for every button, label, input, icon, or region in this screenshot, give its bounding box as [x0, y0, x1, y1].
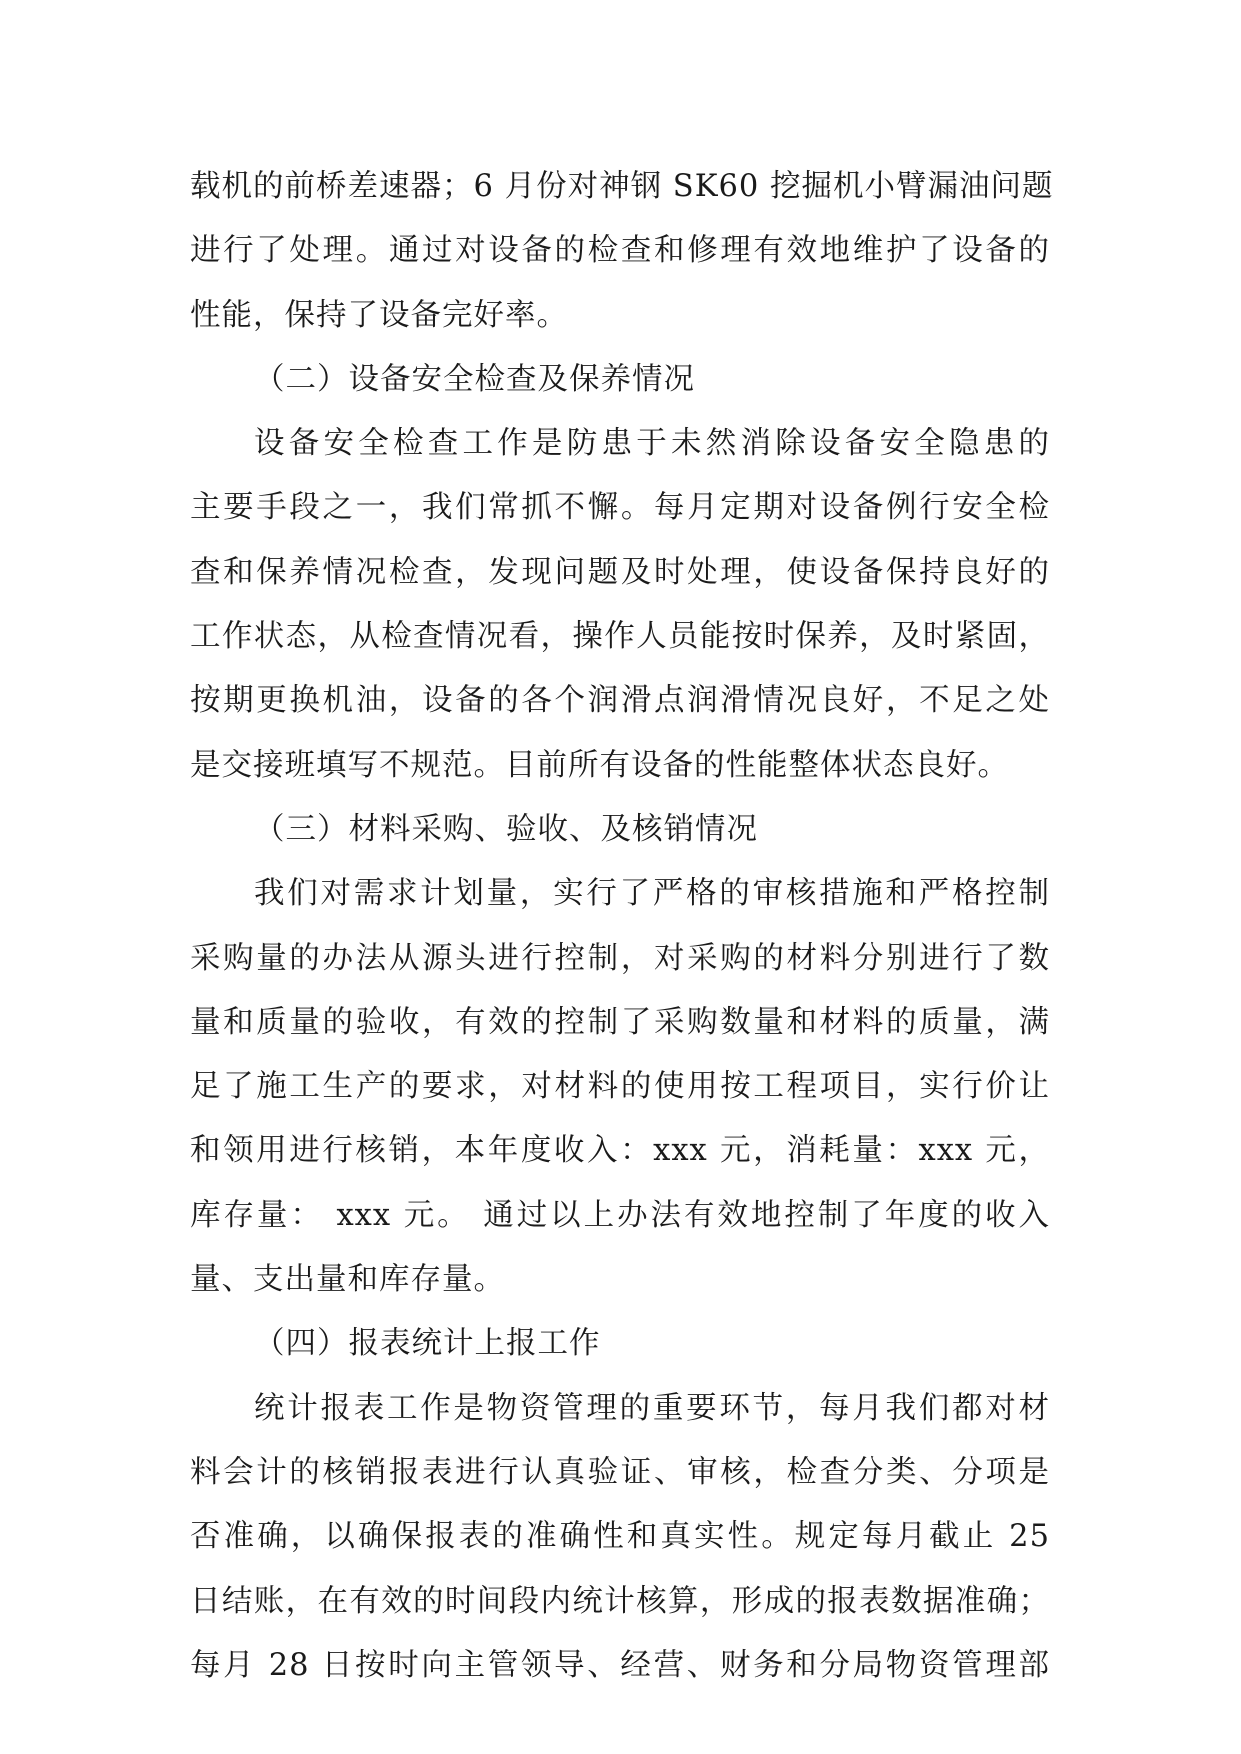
text-line: 性能，保持了设备完好率。	[190, 297, 568, 333]
document-body	[190, 155, 1054, 1698]
text-line: 和领用进行核销，本年度收入：xxx 元，消耗量：xxx 元，	[190, 1133, 1050, 1169]
text-line: 否准确，以确保报表的准确性和真实性。规定每月截止 25	[190, 1519, 1050, 1555]
section-heading: （二）设备安全检查及保养情况	[254, 361, 695, 397]
text-line: 每月 28 日按时向主管领导、经营、财务和分局物资管理部	[190, 1647, 1050, 1683]
text-line: 是交接班填写不规范。目前所有设备的性能整体状态良好。	[190, 747, 1009, 783]
text-line: 足了施工生产的要求，对材料的使用按工程项目，实行价让	[190, 1069, 1050, 1105]
text-line: 库存量： xxx 元。 通过以上办法有效地控制了年度的收入	[190, 1197, 1050, 1233]
text-line: 料会计的核销报表进行认真验证、审核，检查分类、分项是	[190, 1454, 1050, 1490]
section-heading: （四）报表统计上报工作	[254, 1326, 601, 1362]
text-line: 我们对需求计划量，实行了严格的审核措施和严格控制	[254, 876, 1050, 912]
text-line: 统计报表工作是物资管理的重要环节，每月我们都对材	[254, 1390, 1050, 1426]
text-line: 按期更换机油，设备的各个润滑点润滑情况良好，不足之处	[190, 683, 1050, 719]
text-line: 载机的前桥差速器；6 月份对神钢 SK60 挖掘机小臂漏油问题	[190, 169, 1054, 204]
text-line: 采购量的办法从源头进行控制，对采购的材料分别进行了数	[190, 940, 1050, 976]
text-line: 设备安全检查工作是防患于未然消除设备安全隐患的	[254, 426, 1050, 462]
text-line: 日结账，在有效的时间段内统计核算，形成的报表数据准确；	[190, 1583, 1050, 1619]
text-line: 查和保养情况检查，发现问题及时处理，使设备保持良好的	[190, 554, 1050, 590]
text-line: 主要手段之一，我们常抓不懈。每月定期对设备例行安全检	[190, 490, 1050, 526]
text-line: 量和质量的验收，有效的控制了采购数量和材料的质量，满	[190, 1004, 1050, 1040]
text-line: 量、支出量和库存量。	[190, 1262, 505, 1298]
text-line: 进行了处理。通过对设备的检查和修理有效地维护了设备的	[190, 233, 1050, 269]
text-line: 工作状态，从检查情况看，操作人员能按时保养，及时紧固，	[190, 619, 1050, 655]
section-heading: （三）材料采购、验收、及核销情况	[254, 811, 758, 847]
